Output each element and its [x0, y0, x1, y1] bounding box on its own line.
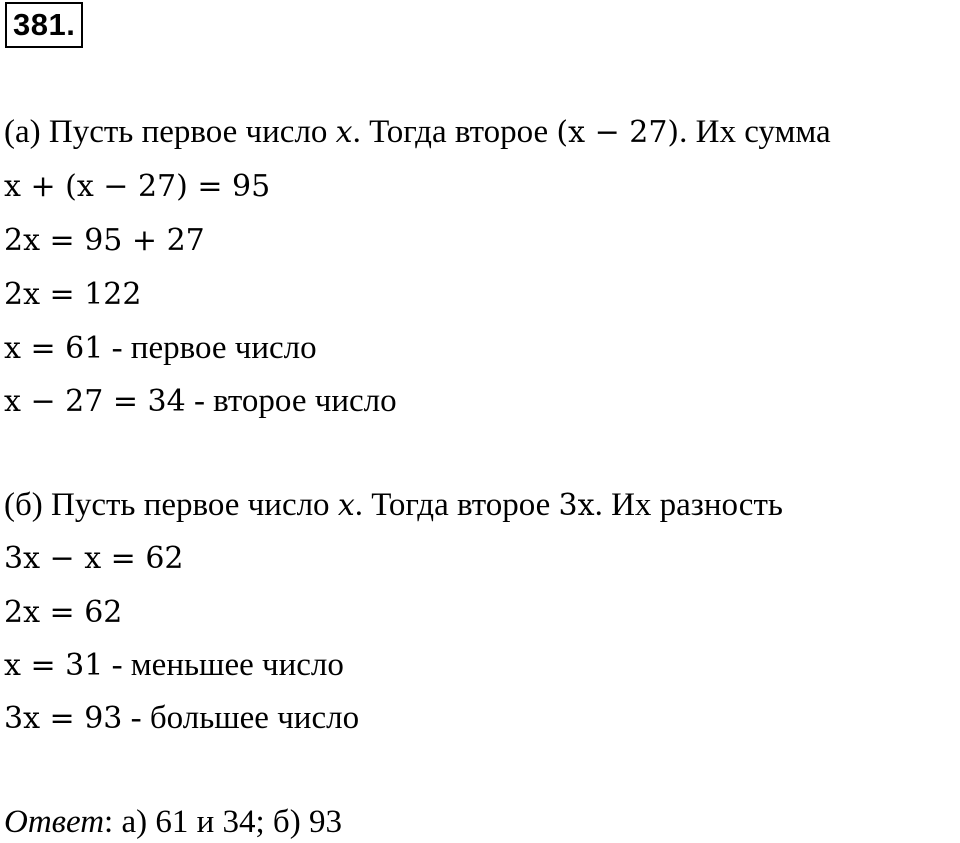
- part-a-eq4-note: - первое число: [103, 330, 317, 366]
- part-b-intro-suffix: . Их разность: [594, 487, 783, 523]
- part-a-eq5-note: - второе число: [185, 383, 397, 419]
- part-a-eq5: x − 27 = 34: [4, 384, 186, 419]
- part-b-intro-prefix: (б) Пусть первое число: [4, 487, 338, 523]
- part-b-equation-1: [4, 538, 184, 579]
- part-a-intro-mid: . Тогда второе: [352, 114, 557, 150]
- part-a-intro-prefix: (а) Пусть первое число: [4, 114, 336, 150]
- part-a-intro-suffix: . Их сумма: [679, 114, 831, 150]
- part-a-equation-3: [4, 274, 141, 315]
- part-b-second-expr: 3x: [558, 488, 595, 523]
- answer-text: : а) 61 и 34; б) 93: [104, 804, 342, 840]
- part-a-intro: [4, 112, 831, 153]
- part-a-var: x: [335, 115, 353, 150]
- part-a-equation-4: [4, 328, 317, 369]
- part-a-eq3: 2x = 122: [4, 277, 142, 312]
- part-a-eq2: 2x = 95 + 27: [4, 223, 205, 258]
- part-a-equation-5: [4, 381, 397, 422]
- part-b-equation-2: [4, 592, 122, 633]
- part-b-eq3-note: - меньшее число: [103, 647, 344, 683]
- part-b-intro-mid: . Тогда второе: [354, 487, 559, 523]
- part-b-equation-3: [4, 645, 344, 686]
- part-b-eq3: x = 31: [4, 648, 104, 683]
- part-b-eq1: 3x − x = 62: [4, 541, 184, 576]
- answer-label: Ответ: [4, 804, 105, 840]
- part-b-equation-4: [4, 698, 359, 739]
- part-b-eq2: 2x = 62: [4, 595, 123, 630]
- part-b-var: x: [337, 488, 355, 523]
- part-a-second-expr: (x − 27): [556, 115, 680, 150]
- part-b-intro: [4, 485, 783, 526]
- part-a-eq4: x = 61: [4, 331, 104, 366]
- part-a-equation-1: [4, 166, 270, 207]
- problem-number: 381.: [5, 2, 83, 48]
- part-b-eq4-note: - большее число: [122, 700, 360, 736]
- part-a-equation-2: [4, 220, 205, 261]
- answer-line: [4, 802, 342, 842]
- part-a-eq1: x + (x − 27) = 95: [4, 169, 271, 204]
- part-b-eq4: 3x = 93: [4, 701, 123, 736]
